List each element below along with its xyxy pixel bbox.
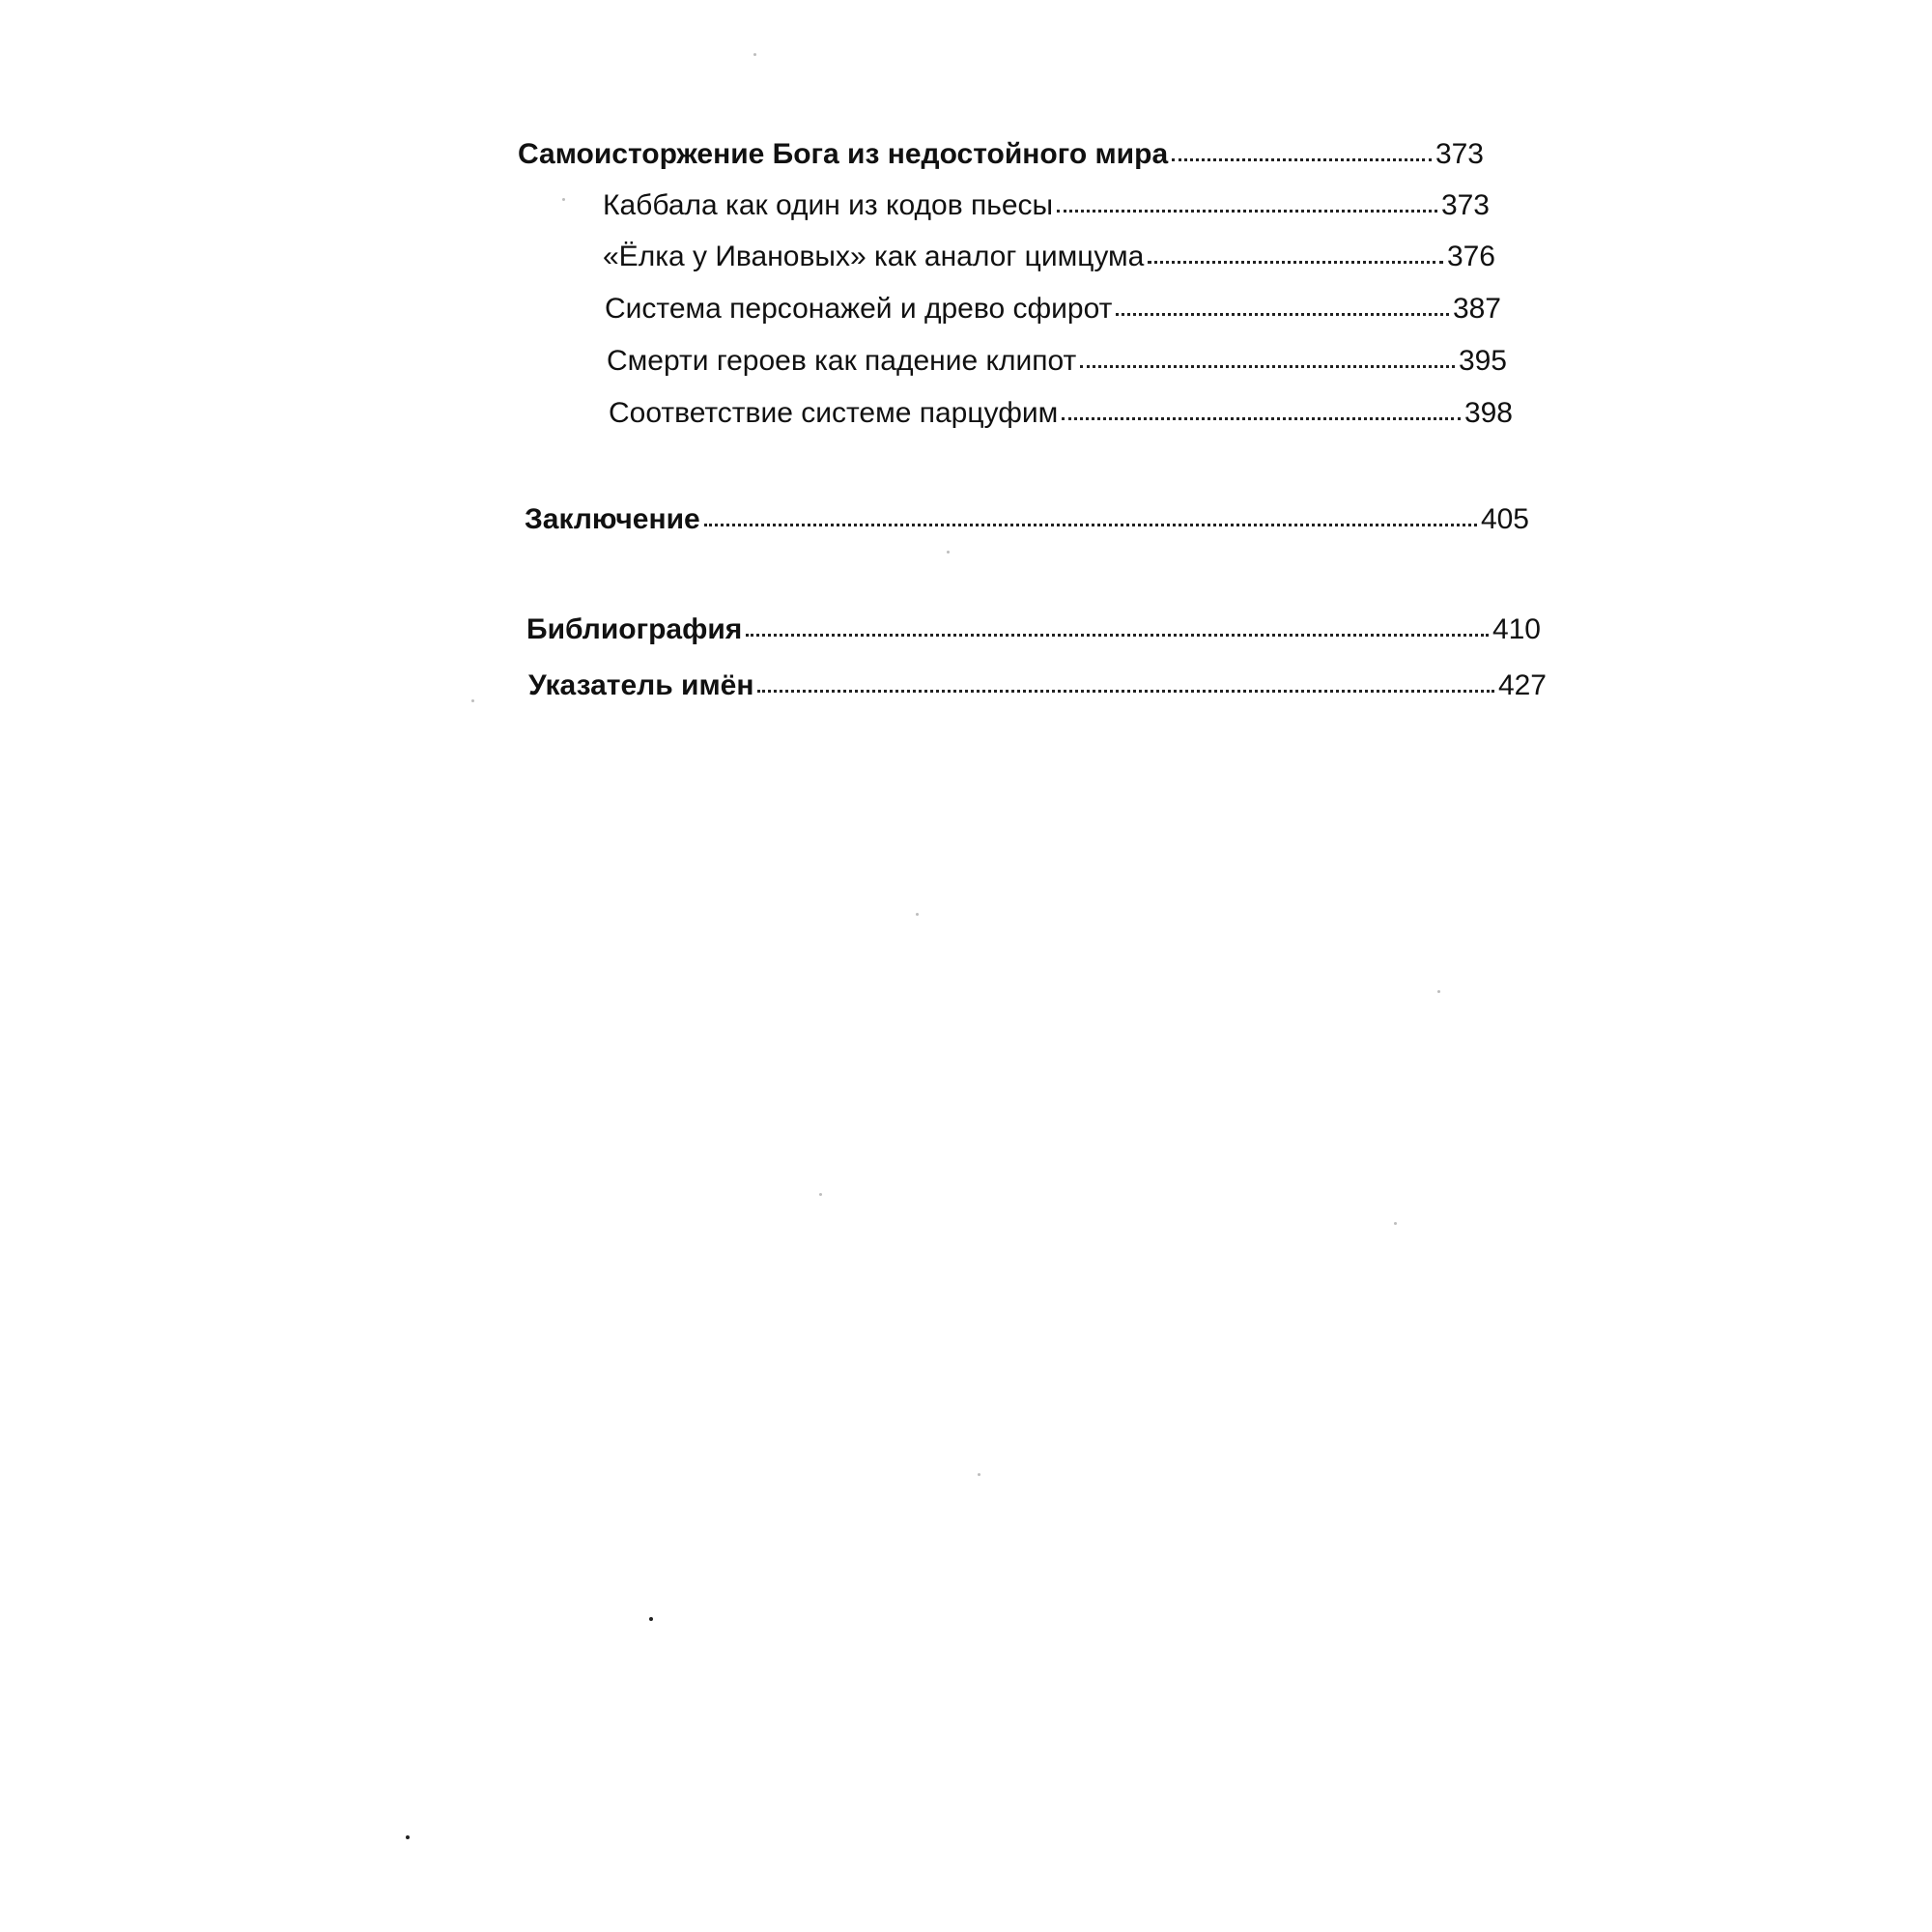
scan-speck (1437, 990, 1440, 993)
toc-entry-title: Библиография (526, 613, 743, 645)
toc-entry-chapter[interactable] (518, 137, 1484, 172)
toc-entry-section[interactable] (609, 396, 1513, 431)
toc-entry-section[interactable] (607, 344, 1507, 379)
toc-entry-page: 398 (1463, 397, 1513, 429)
toc-entry-section[interactable] (603, 188, 1490, 223)
toc-entry-page: 387 (1452, 293, 1501, 325)
toc-entry-chapter[interactable] (526, 612, 1541, 647)
toc-entry-page: 395 (1458, 345, 1507, 377)
scan-speck (978, 1473, 980, 1476)
toc-entry-title: Заключение (525, 503, 700, 535)
toc-leader-dots (1172, 158, 1432, 161)
toc-entry-title: Указатель имён (528, 669, 754, 701)
toc-entry-chapter[interactable] (528, 668, 1547, 703)
scan-speck (562, 198, 565, 201)
scan-speck (916, 913, 919, 916)
toc-entry-section[interactable] (603, 240, 1495, 274)
toc-entry-page: 373 (1440, 189, 1490, 221)
toc-entry-title: Каббала как один из кодов пьесы (603, 189, 1054, 221)
toc-leader-dots (1080, 365, 1455, 368)
toc-entry-title: Самоисторжение Бога из недостойного мира (518, 138, 1169, 170)
toc-entry-section[interactable] (605, 292, 1501, 327)
toc-entry-title: «Ёлка у Ивановых» как аналог цимцума (603, 241, 1145, 272)
toc-entry-page: 376 (1446, 241, 1495, 272)
toc-entry-page: 427 (1497, 669, 1547, 701)
toc-entry-page: 405 (1480, 503, 1529, 535)
toc-leader-dots (1062, 417, 1461, 420)
toc-leader-dots (757, 690, 1494, 693)
toc-entry-chapter[interactable] (525, 502, 1529, 537)
scan-speck (1394, 1222, 1397, 1225)
toc-leader-dots (1116, 313, 1449, 316)
toc-leader-dots (1148, 261, 1443, 264)
toc-leader-dots (1057, 210, 1437, 213)
toc-leader-dots (746, 634, 1489, 637)
toc-entry-title: Смерти героев как падение клипот (607, 345, 1077, 377)
scan-speck (471, 699, 474, 702)
scan-speck (819, 1193, 822, 1196)
toc-entry-page: 410 (1492, 613, 1541, 645)
toc-entry-title: Соответствие системе парцуфим (609, 397, 1059, 429)
scan-speck (947, 551, 950, 554)
toc-leader-dots (704, 524, 1477, 526)
scan-speck (649, 1617, 653, 1621)
scan-speck (406, 1835, 410, 1839)
toc-entry-page: 373 (1435, 138, 1484, 170)
toc-entry-title: Система персонажей и древо сфирот (605, 293, 1113, 325)
scan-speck (753, 53, 756, 56)
